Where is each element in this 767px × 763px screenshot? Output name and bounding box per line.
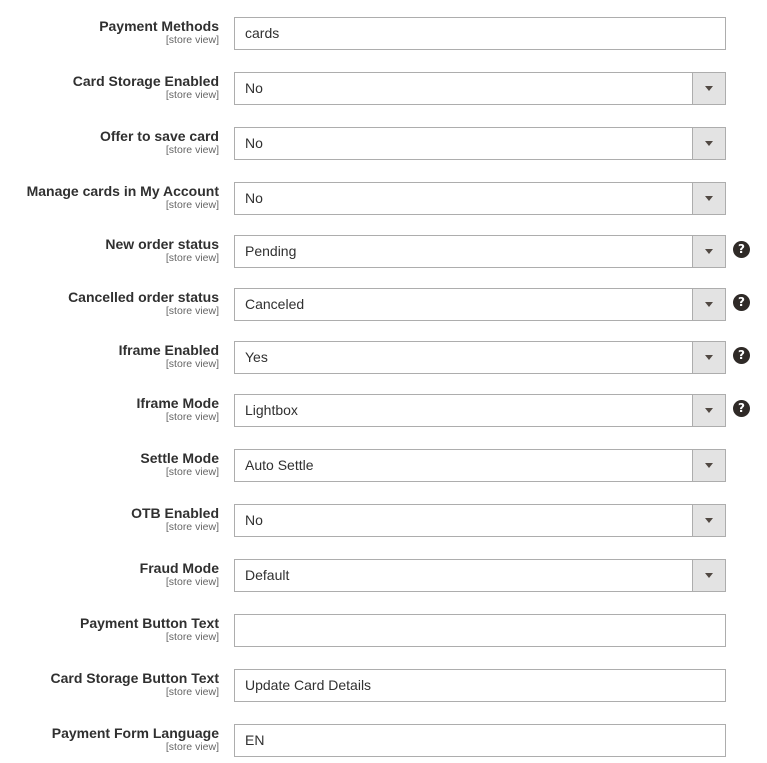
scope-label: [store view] [165,521,219,533]
field-label: OTB Enabled [131,505,219,521]
scope-label: [store view] [165,411,219,423]
field-row-settle-mode [0,449,767,483]
field-label-group [0,394,219,423]
field-label-group [0,17,219,46]
field-label-group [0,724,219,753]
select-value: No [245,80,263,96]
offer-to-save-card-select[interactable] [234,127,726,160]
field-row-card-storage-enabled [0,72,767,106]
field-label-group [0,341,219,370]
field-label-group [0,182,219,211]
field-label-group [0,614,219,643]
field-row-cancelled-order-status [0,288,767,322]
field-label-group [0,235,219,264]
payment-button-text-input[interactable] [234,614,726,647]
input-value: EN [245,732,265,748]
field-label: Payment Button Text [80,615,219,631]
field-row-payment-form-language [0,724,767,758]
field-row-card-storage-button-text [0,669,767,703]
field-label-group [0,449,219,478]
help-icon[interactable]: ? [733,347,750,364]
select-value: Canceled [245,296,305,312]
field-label-group [0,504,219,533]
scope-label: [store view] [165,576,219,588]
field-label: Settle Mode [140,450,219,466]
card-storage-enabled-select[interactable] [234,72,726,105]
settle-mode-select[interactable] [234,449,726,482]
field-label: Payment Form Language [51,725,219,741]
chevron-down-icon[interactable] [692,395,725,426]
select-value: No [245,512,263,528]
help-icon[interactable]: ? [733,241,750,258]
field-label-group [0,72,219,101]
select-value: Default [245,567,290,583]
field-label-group [0,288,219,317]
chevron-down-icon[interactable] [692,73,725,104]
iframe-mode-select[interactable] [234,394,726,427]
help-icon[interactable]: ? [733,294,750,311]
scope-label: [store view] [165,686,219,698]
field-row-iframe-mode [0,394,767,428]
cancelled-order-status-select[interactable] [234,288,726,321]
scope-label: [store view] [165,199,219,211]
scope-label: [store view] [165,89,219,101]
field-label: Fraud Mode [139,560,219,576]
field-label-group [0,669,219,698]
otb-enabled-select[interactable] [234,504,726,537]
chevron-down-icon[interactable] [692,183,725,214]
field-label: Manage cards in My Account [26,183,219,199]
manage-cards-select[interactable] [234,182,726,215]
scope-label: [store view] [165,34,219,46]
chevron-down-icon[interactable] [692,342,725,373]
field-label: Iframe Enabled [118,342,219,358]
scope-label: [store view] [165,466,219,478]
input-value: Update Card Details [245,677,372,693]
field-label: Iframe Mode [136,395,219,411]
field-row-new-order-status [0,235,767,269]
select-value: No [245,190,263,206]
scope-label: [store view] [165,252,219,264]
field-label: Card Storage Button Text [50,670,219,686]
field-label: Payment Methods [99,18,219,34]
chevron-down-icon[interactable] [692,128,725,159]
iframe-enabled-select[interactable] [234,341,726,374]
field-label: Cancelled order status [68,289,219,305]
select-value: No [245,135,263,151]
field-label: Offer to save card [99,128,219,144]
field-row-fraud-mode [0,559,767,593]
field-row-payment-button-text [0,614,767,648]
field-label: New order status [105,236,219,252]
fraud-mode-select[interactable] [234,559,726,592]
scope-label: [store view] [165,305,219,317]
field-label: Card Storage Enabled [72,73,219,89]
chevron-down-icon[interactable] [692,505,725,536]
field-row-offer-to-save-card [0,127,767,161]
field-row-manage-cards [0,182,767,216]
scope-label: [store view] [165,631,219,643]
new-order-status-select[interactable] [234,235,726,268]
card-storage-button-text-input[interactable] [234,669,726,702]
chevron-down-icon[interactable] [692,450,725,481]
select-value: Yes [245,349,268,365]
field-label-group [0,127,219,156]
select-value: Auto Settle [245,457,314,473]
chevron-down-icon[interactable] [692,560,725,591]
select-value: Pending [245,243,297,259]
field-row-payment-methods [0,17,767,51]
input-value: cards [245,25,280,41]
payment-methods-input[interactable] [234,17,726,50]
scope-label: [store view] [165,358,219,370]
help-icon[interactable]: ? [733,400,750,417]
chevron-down-icon[interactable] [692,289,725,320]
scope-label: [store view] [165,741,219,753]
chevron-down-icon[interactable] [692,236,725,267]
scope-label: [store view] [165,144,219,156]
select-value: Lightbox [245,402,298,418]
payment-form-language-input[interactable] [234,724,726,757]
field-label-group [0,559,219,588]
field-row-iframe-enabled [0,341,767,375]
field-row-otb-enabled [0,504,767,538]
